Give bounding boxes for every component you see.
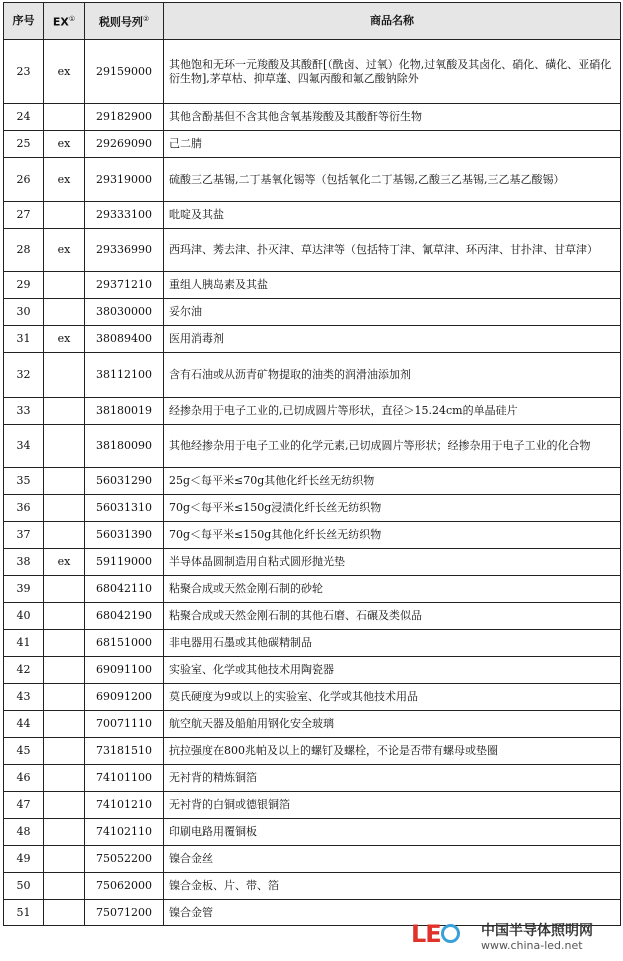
row-ex <box>44 202 85 229</box>
row-code: 75052200 <box>85 846 164 873</box>
row-seq: 29 <box>4 272 44 299</box>
row-code: 69091200 <box>85 684 164 711</box>
row-name: 粘聚合成或天然金刚石制的其他石磨、石碾及类似品 <box>164 603 621 630</box>
row-name: 抗拉强度在800兆帕及以上的螺钉及螺栓，不论是否带有螺母或垫圈 <box>164 738 621 765</box>
watermark-site-name: 中国半导体照明网 <box>481 923 593 939</box>
row-code: 56031390 <box>85 522 164 549</box>
row-ex <box>44 522 85 549</box>
row-name: 镍合金板、片、带、箔 <box>164 873 621 900</box>
header-code: 税则号列② <box>85 3 164 40</box>
row-code: 56031290 <box>85 468 164 495</box>
table-row <box>4 684 621 711</box>
row-seq: 34 <box>4 425 44 468</box>
row-seq: 51 <box>4 900 44 926</box>
row-ex <box>44 272 85 299</box>
row-seq: 24 <box>4 104 44 131</box>
table-row <box>4 657 621 684</box>
watermark-site-url: www.china-led.net <box>481 939 583 952</box>
table-row <box>4 846 621 873</box>
table-row <box>4 40 621 104</box>
table-row <box>4 873 621 900</box>
row-code: 68042110 <box>85 576 164 603</box>
row-name: 镍合金丝 <box>164 846 621 873</box>
row-seq: 39 <box>4 576 44 603</box>
row-code: 29371210 <box>85 272 164 299</box>
table-row <box>4 353 621 398</box>
table-row <box>4 425 621 468</box>
table-row <box>4 522 621 549</box>
row-code: 68042190 <box>85 603 164 630</box>
row-name: 其他经掺杂用于电子工业的化学元素,已切成圆片等形状；经掺杂用于电子工业的化合物 <box>164 425 621 468</box>
table-row <box>4 576 621 603</box>
row-code: 38030000 <box>85 299 164 326</box>
table-header-row <box>4 3 621 40</box>
row-ex: ex <box>44 549 85 576</box>
table-row <box>4 326 621 353</box>
row-ex <box>44 711 85 738</box>
row-seq: 33 <box>4 398 44 425</box>
table-body <box>4 40 621 926</box>
row-code: 29159000 <box>85 40 164 104</box>
row-ex: ex <box>44 131 85 158</box>
row-code: 69091100 <box>85 657 164 684</box>
row-seq: 42 <box>4 657 44 684</box>
row-seq: 44 <box>4 711 44 738</box>
row-ex <box>44 684 85 711</box>
row-name: 非电器用石墨或其他碳精制品 <box>164 630 621 657</box>
row-ex: ex <box>44 326 85 353</box>
row-seq: 27 <box>4 202 44 229</box>
table-row <box>4 202 621 229</box>
row-name: 其他含酚基但不含其他含氧基羧酸及其酸酐等衍生物 <box>164 104 621 131</box>
row-code: 29336990 <box>85 229 164 272</box>
row-code: 29319000 <box>85 158 164 202</box>
row-seq: 35 <box>4 468 44 495</box>
row-name: 70g＜每平米≤150g浸渍化纤长丝无纺织物 <box>164 495 621 522</box>
row-seq: 47 <box>4 792 44 819</box>
row-ex <box>44 299 85 326</box>
row-ex <box>44 425 85 468</box>
row-seq: 23 <box>4 40 44 104</box>
row-ex <box>44 576 85 603</box>
table-row <box>4 299 621 326</box>
row-name: 其他饱和无环一元羧酸及其酸酐[（酰卤、过氧）化物,过氧酸及其卤化、硝化、磺化、亚硝化衍生物],茅草枯、抑草蓬、四氟丙酸和氟乙酸钠除外 <box>164 40 621 104</box>
row-seq: 25 <box>4 131 44 158</box>
row-code: 29269090 <box>85 131 164 158</box>
row-ex <box>44 353 85 398</box>
table-row <box>4 630 621 657</box>
row-seq: 36 <box>4 495 44 522</box>
site-watermark <box>411 918 621 956</box>
row-code: 75062000 <box>85 873 164 900</box>
row-seq: 48 <box>4 819 44 846</box>
row-name: 粘聚合成或天然金刚石制的砂轮 <box>164 576 621 603</box>
row-ex <box>44 819 85 846</box>
table-row <box>4 229 621 272</box>
table-row <box>4 131 621 158</box>
row-ex <box>44 846 85 873</box>
row-seq: 45 <box>4 738 44 765</box>
row-seq: 32 <box>4 353 44 398</box>
table-row <box>4 765 621 792</box>
row-seq: 30 <box>4 299 44 326</box>
row-ex <box>44 657 85 684</box>
table-row <box>4 711 621 738</box>
row-code: 38180019 <box>85 398 164 425</box>
row-code: 29182900 <box>85 104 164 131</box>
table-row <box>4 549 621 576</box>
row-ex <box>44 738 85 765</box>
row-seq: 31 <box>4 326 44 353</box>
led-logo-icon: LE <box>411 920 460 948</box>
header-name: 商品名称 <box>164 3 621 40</box>
row-name: 实验室、化学或其他技术用陶瓷器 <box>164 657 621 684</box>
row-code: 38112100 <box>85 353 164 398</box>
row-name: 硫酸三乙基锡,二丁基氧化锡等（包括氧化二丁基锡,乙酸三乙基锡,三乙基乙酸锡） <box>164 158 621 202</box>
row-seq: 49 <box>4 846 44 873</box>
table-row <box>4 272 621 299</box>
footnote-marker: ② <box>142 15 150 24</box>
row-ex <box>44 765 85 792</box>
row-ex <box>44 630 85 657</box>
row-seq: 28 <box>4 229 44 272</box>
row-code: 68151000 <box>85 630 164 657</box>
row-code: 74101210 <box>85 792 164 819</box>
row-ex <box>44 398 85 425</box>
header-seq: 序号 <box>4 3 44 40</box>
row-name: 25g＜每平米≤70g其他化纤长丝无纺织物 <box>164 468 621 495</box>
row-name: 己二腈 <box>164 131 621 158</box>
row-code: 74101100 <box>85 765 164 792</box>
row-name: 70g＜每平米≤150g其他化纤长丝无纺织物 <box>164 522 621 549</box>
tariff-table <box>3 2 621 926</box>
row-ex <box>44 603 85 630</box>
row-name: 印刷电路用覆铜板 <box>164 819 621 846</box>
row-seq: 38 <box>4 549 44 576</box>
row-code: 59119000 <box>85 549 164 576</box>
row-seq: 40 <box>4 603 44 630</box>
table-row <box>4 738 621 765</box>
row-code: 56031310 <box>85 495 164 522</box>
row-seq: 26 <box>4 158 44 202</box>
row-name: 妥尔油 <box>164 299 621 326</box>
row-code: 38089400 <box>85 326 164 353</box>
row-name: 无衬背的白铜或德银铜箔 <box>164 792 621 819</box>
table-row <box>4 398 621 425</box>
row-ex <box>44 792 85 819</box>
table-row <box>4 468 621 495</box>
row-name: 镍合金管 <box>164 900 621 926</box>
row-seq: 50 <box>4 873 44 900</box>
row-name: 吡啶及其盐 <box>164 202 621 229</box>
row-ex <box>44 873 85 900</box>
row-code: 74102110 <box>85 819 164 846</box>
table-row <box>4 819 621 846</box>
row-ex: ex <box>44 40 85 104</box>
row-name: 莫氏硬度为9或以上的实验室、化学或其他技术用品 <box>164 684 621 711</box>
row-ex <box>44 495 85 522</box>
row-name: 无衬背的精炼铜箔 <box>164 765 621 792</box>
row-seq: 41 <box>4 630 44 657</box>
row-code: 73181510 <box>85 738 164 765</box>
footnote-marker: ① <box>68 15 76 24</box>
row-name: 航空航天器及船舶用钢化安全玻璃 <box>164 711 621 738</box>
row-ex: ex <box>44 158 85 202</box>
row-name: 医用消毒剂 <box>164 326 621 353</box>
table-row <box>4 495 621 522</box>
row-name: 西玛津、莠去津、扑灭津、草达津等（包括特丁津、氰草津、环丙津、甘扑津、甘草津） <box>164 229 621 272</box>
row-ex <box>44 104 85 131</box>
table-row <box>4 603 621 630</box>
row-code: 38180090 <box>85 425 164 468</box>
row-seq: 43 <box>4 684 44 711</box>
row-seq: 46 <box>4 765 44 792</box>
table-row <box>4 104 621 131</box>
row-ex <box>44 900 85 926</box>
row-ex <box>44 468 85 495</box>
header-ex: EX① <box>44 3 85 40</box>
row-name: 含有石油或从沥青矿物提取的油类的润滑油添加剂 <box>164 353 621 398</box>
row-code: 75071200 <box>85 900 164 926</box>
row-code: 70071110 <box>85 711 164 738</box>
table-row <box>4 792 621 819</box>
row-name: 重组人胰岛素及其盐 <box>164 272 621 299</box>
row-name: 半导体晶圆制造用自粘式圆形抛光垫 <box>164 549 621 576</box>
row-code: 29333100 <box>85 202 164 229</box>
table-row <box>4 158 621 202</box>
row-ex: ex <box>44 229 85 272</box>
row-seq: 37 <box>4 522 44 549</box>
row-name: 经掺杂用于电子工业的,已切成圆片等形状，直径＞15.24cm的单晶硅片 <box>164 398 621 425</box>
